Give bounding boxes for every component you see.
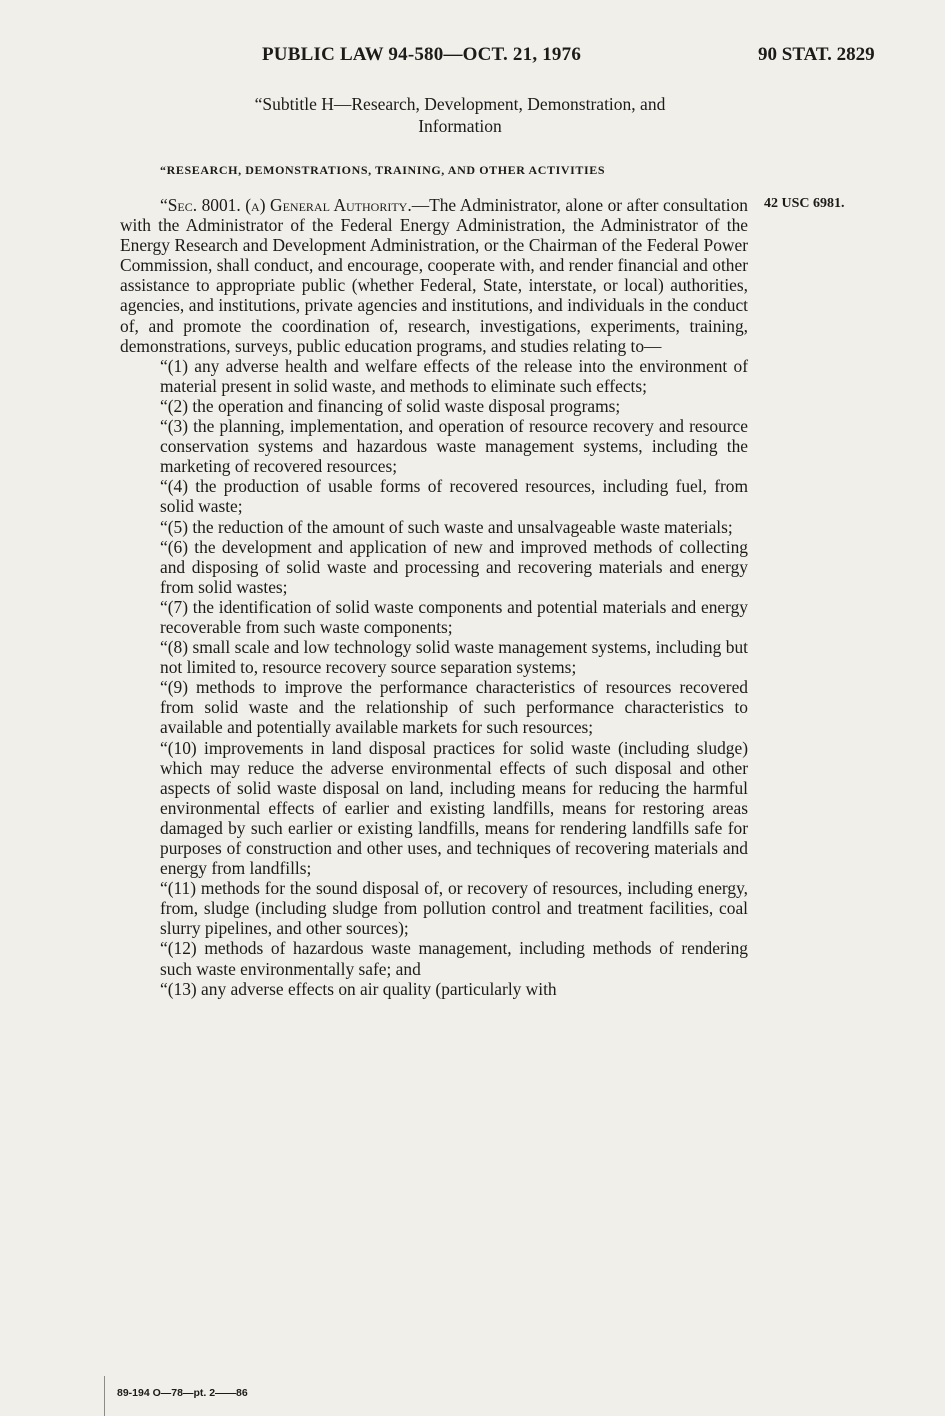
list-item: “(10) improvements in land disposal practices for solid waste (including sludge) which may reduce the adverse environmental effects of such disposal and other aspects of solid waste disposal on land, including means for reducing the harmful environmental effects of earlier and existing landfills, means for restoring areas damaged by such earlier or existing landfills, means for rendering landfills safe for purposes of construction and other uses, and techniques of recovering materials and energy from landfills; — [160, 737, 748, 879]
list-item: “(4) the production of usable forms of recovered resources, including fuel, from solid waste; — [160, 476, 748, 517]
list-item: “(1) any adverse health and welfare effects of the release into the environment of material present in solid waste, and methods to eliminate such effects; — [160, 355, 748, 396]
footer-rule — [104, 1376, 105, 1416]
list-item: “(13) any adverse effects on air quality (particularly with — [160, 978, 557, 999]
list-item: “(7) the identification of solid waste components and potential materials and energy recoverable from such waste components; — [160, 596, 748, 637]
list-item: “(5) the reduction of the amount of such waste and unsalvageable waste materials; — [160, 516, 733, 537]
statute-body — [120, 195, 748, 999]
section-subheading: General Authority. — [270, 195, 412, 215]
subtitle-line-2: Information — [418, 116, 502, 136]
subtitle-heading — [150, 93, 770, 137]
section-heading: “RESEARCH, DEMONSTRATIONS, TRAINING, AND OTHER ACTIVITIES — [160, 163, 606, 177]
list-item: “(11) methods for the sound disposal of, or recovery of resources, including energy, from, sludge (including sludge from pollution control and treatment facilities, coal slurry pipelines, and other sources); — [160, 878, 748, 939]
section-intro-text: —The Administrator, alone or after consultation with the Administrator of the Federal Energy Administration, the Administrator of the Energy Research and Development Administration, or the Chairman of the Federal Power Commission, shall conduct, and encourage, cooperate with, and render financial and other assistance to appropriate public (whether Federal, State, interstate, or local) authorities, agencies, and institutions, private agencies and institutions, and individuals in the conduct of, and promote the coordination of, research, investigations, experiments, training, demonstrations, surveys, public education programs, and studies relating to— — [120, 195, 748, 356]
list-item: “(6) the development and application of new and improved methods of collecting and disposing of solid waste and processing and recovering materials and energy from solid wastes; — [160, 536, 748, 597]
list-item: “(2) the operation and financing of solid waste disposal programs; — [160, 395, 621, 416]
margin-citation: 42 USC 6981. — [764, 196, 845, 211]
print-job-code: 89-194 O—78—pt. 2——86 — [117, 1387, 248, 1399]
list-item: “(9) methods to improve the performance characteristics of resources recovered from solid waste and the relationship of such performance characteristics to available and potentially available markets for such resources; — [160, 677, 748, 738]
list-item: “(8) small scale and low technology solid waste management systems, including but not limited to, resource recovery source separation systems; — [160, 637, 748, 678]
running-title: PUBLIC LAW 94-580—OCT. 21, 1976 — [262, 44, 582, 65]
section-intro — [120, 195, 748, 356]
section-label: “Sec. 8001. (a) — [160, 195, 271, 215]
page-header — [0, 40, 945, 70]
subtitle-line-1: “Subtitle H—Research, Development, Demonstration, and — [254, 94, 666, 114]
list-item: “(12) methods of hazardous waste management, including methods of rendering such waste environmentally safe; and — [160, 938, 748, 979]
statute-page-number: 90 STAT. 2829 — [758, 44, 875, 65]
list-item: “(3) the planning, implementation, and operation of resource recovery and resource conservation systems and hazardous waste management systems, including the marketing of recovered resources; — [160, 416, 748, 477]
